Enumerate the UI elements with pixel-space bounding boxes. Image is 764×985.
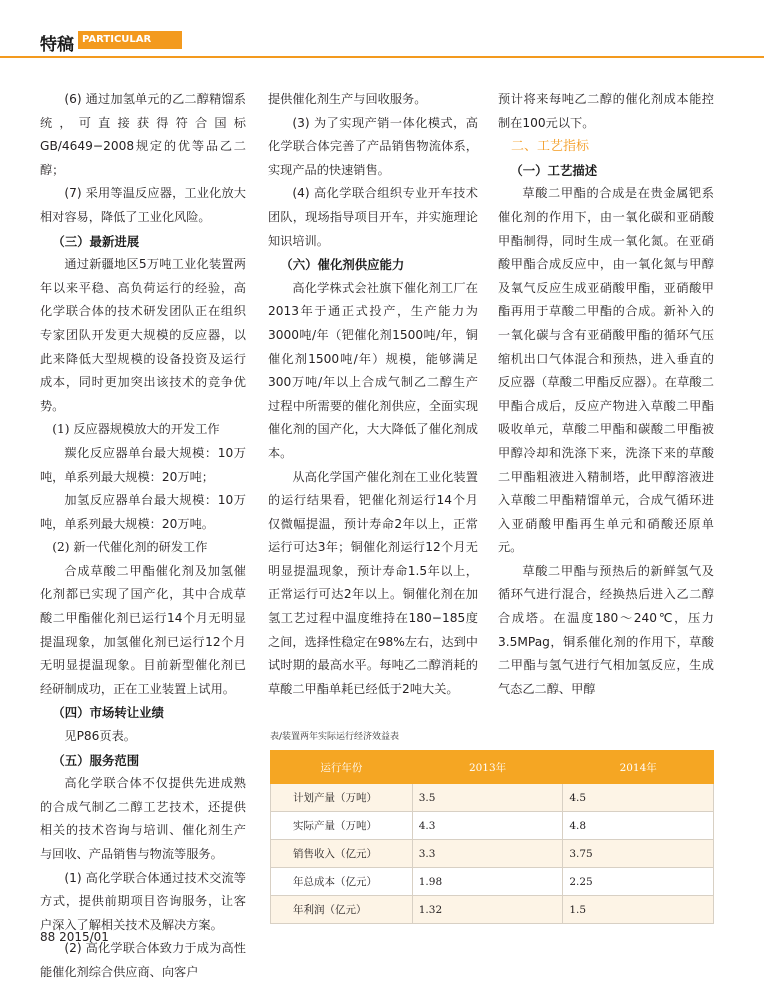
paragraph: 从高化学国产催化剂在工业化装置的运行结果看，钯催化剂运行14个月仅微幅提温，预计寿命2年以上，正常运行可达3年；铜催化剂运行12个月无明显提温现象，预计寿命1.5年以上，正常运行可达2年以上。铜催化剂在加氢工艺过程中温度维持在180−185度之间，选择性稳定在98%左右，达到中试时期的最高水平。每吨乙二醇消耗的草酸二甲酯单耗已经低于2吨大关。 [268, 469, 478, 696]
table-cell: 2.25 [563, 868, 714, 896]
table-cell: 3.3 [412, 840, 563, 868]
paragraph: 草酸二甲酯的合成是在贵金属钯系催化剂的作用下，由一氧化碳和亚硝酸甲酯制得，同时生成一氧化氮。在亚硝酸甲酯合成反应中，由一氧化氮与甲醇及氧气反应生成亚硝酸甲酯，亚硝酸甲酯再用于草酸二甲酯的合成。新补入的一氧化碳与含有亚硝酸甲酯的循环气压缩机出口气体混合和预热，进入垂直的反应器（草酸二甲酯反应器）。在草酸二甲酯合成后，反应产物进入草酸二甲酯吸收单元，草酸二甲酯和碳酸二甲酯被甲醇冷却和洗涤下来，洗涤下来的草酸二甲酯粗液进入精制塔，此甲醇溶液进入草酸二甲酯精馏单元，合成气循环进入亚硝酸甲酯再生单元和硝酸还原单元。 [498, 186, 714, 555]
paragraph: 见P86页表。 [64, 729, 136, 744]
header-rule [0, 56, 764, 58]
paragraph: (7) 采用等温反应器，工业化放大相对容易，降低了工业化风险。 [40, 186, 246, 224]
table-header-row [271, 751, 714, 784]
table-cell: 4.3 [412, 812, 563, 840]
section-badge: PARTICULAR [78, 31, 182, 49]
table-row [271, 896, 714, 924]
page-footer: 88 2015/01 [40, 930, 109, 944]
sub-heading: (1) 反应器规模放大的开发工作 [52, 422, 220, 437]
table-row [271, 812, 714, 840]
table-cell: 1.5 [563, 896, 714, 924]
sub-heading: (2) 新一代催化剂的研发工作 [52, 540, 208, 555]
table-cell: 实际产量（万吨） [271, 812, 413, 840]
subsection-heading: （三）最新进展 [52, 233, 140, 249]
paragraph: (4) 高化学联合组织专业开车技术团队，现场指导项目开车，并实施理论知识培训。 [268, 186, 478, 248]
table-cell: 1.98 [412, 868, 563, 896]
subsection-heading: （六）催化剂供应能力 [280, 257, 405, 273]
table-header-cell: 运行年份 [271, 751, 413, 784]
paragraph: 预计将来每吨乙二醇的催化剂成本能控制在100元以下。 [498, 92, 714, 130]
table-row [271, 840, 714, 868]
section-title: 特稿 [40, 35, 74, 55]
paragraph: 草酸二甲酯与预热后的新鲜氢气及循环气进行混合，经换热后进入乙二醇合成塔。在温度180～240℃，压力3.5MPag，铜系催化剂的作用下，草酸二甲酯与氢气进行气相加氢反应，生成气态乙二醇、甲醇 [498, 563, 714, 696]
table-cell: 年总成本（亿元） [271, 868, 413, 896]
table-row [271, 868, 714, 896]
table-cell: 4.5 [563, 784, 714, 812]
page-header [0, 28, 764, 54]
paragraph: 羰化反应器单台最大规模：10万吨，单系列最大规模：20万吨； [40, 445, 246, 484]
table-caption: 表/装置两年实际运行经济效益表 [270, 732, 400, 742]
table-cell: 计划产量（万吨） [271, 784, 413, 812]
table-cell: 1.32 [412, 896, 563, 924]
table-header-cell: 2013年 [412, 751, 563, 784]
economic-benefit-table [270, 750, 714, 924]
paragraph: 通过新疆地区5万吨工业化装置两年以来平稳、高负荷运行的经验，高化学联合体的技术研发团队正在组织专家团队开发更大规模的反应器，以此来降低大型规模的设备投资及运行成本，同时更加突出该技术的竞争优势。 [40, 257, 246, 413]
paragraph: 合成草酸二甲酯催化剂及加氢催化剂都已实现了国产化，其中合成草酸二甲酯催化剂已运行14个月无明显提温现象，加氢催化剂已运行12个月无明显提温现象。目前新型催化剂已经研制成功，正在工业装置上试用。 [40, 563, 246, 696]
paragraph: 加氢反应器单台最大规模：10万吨，单系列最大规模：20万吨。 [40, 493, 246, 531]
text-column-1 [40, 88, 246, 985]
subsection-heading: （五）服务范围 [52, 752, 140, 768]
paragraph: 提供催化剂生产与回收服务。 [268, 92, 427, 106]
table-cell: 销售收入（亿元） [271, 840, 413, 868]
paragraph: (2) 高化学联合体致力于成为高性能催化剂综合供应商、向客户 [40, 941, 246, 979]
table-cell: 4.8 [563, 812, 714, 840]
table-cell: 3.5 [412, 784, 563, 812]
paragraph: 高化学株式会社旗下催化剂工厂在2013年于通正式投产，生产能力为3000吨/年（钯催化剂1500吨/年，铜催化剂1500吨/年）规模，能够满足300万吨/年以上合成气制乙二醇生产过程中所需要的催化剂供应，全面实现催化剂的国产化，大大降低了催化剂成本。 [268, 280, 478, 460]
paragraph: 高化学联合体不仅提供先进成熟的合成气制乙二醇工艺技术，还提供相关的技术咨询与培训、催化剂生产与回收、产品销售与物流等服务。 [40, 776, 246, 861]
subsection-heading: （四）市场转让业绩 [52, 705, 164, 721]
table-cell: 3.75 [563, 840, 714, 868]
table-header-cell: 2014年 [563, 751, 714, 784]
text-column-2 [268, 88, 478, 701]
paragraph: (1) 高化学联合体通过技术交流等方式，提供前期项目咨询服务，让客户深入了解相关技术及解决方案。 [40, 870, 246, 932]
table-cell: 年利润（亿元） [271, 896, 413, 924]
table-row [271, 784, 714, 812]
paragraph: (6) 通过加氢单元的乙二醇精馏系统，可直接获得符合国标GB/4649−2008规定的优等品乙二醇； [40, 92, 246, 177]
subsection-heading: （一）工艺描述 [510, 162, 598, 178]
paragraph: (3) 为了实现产销一体化模式，高化学联合体完善了产品销售物流体系，实现产品的快速销售。 [268, 115, 478, 177]
text-column-3 [498, 88, 714, 701]
section-heading: 二、工艺指标 [511, 139, 590, 155]
